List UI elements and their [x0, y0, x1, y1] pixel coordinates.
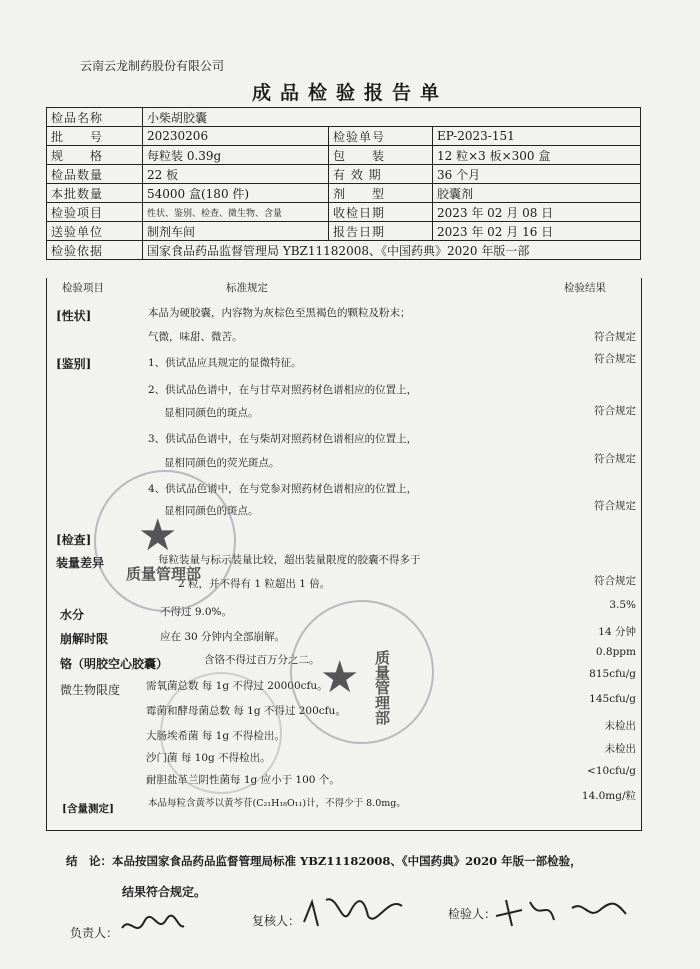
- std-text: 不得过 9.0%。: [160, 606, 233, 618]
- quality-stamp-3: [160, 672, 282, 794]
- company-name: 云南云龙制药股份有限公司: [80, 59, 225, 73]
- label-cell: 规 格: [47, 146, 143, 165]
- value-cell: EP-2023-151: [433, 127, 641, 146]
- std-text: 3、供试品色谱中，在与柴胡对照药材色谱相应的位置上，: [148, 433, 418, 445]
- stamp-star-icon: ★: [138, 510, 178, 561]
- std-text: 本品每粒含黄芩以黄芩苷(C₂₁H₁₈O₁₁)计，不得少于 8.0mg。: [148, 798, 406, 809]
- value-cell: 2023 年 02 月 08 日: [433, 203, 641, 222]
- std-text: 显相同颜色的荧光斑点。: [164, 457, 280, 469]
- std-text: 需氧菌总数 每 1g 不得过 20000cfu。: [146, 680, 328, 692]
- label-cell: 检验单号: [329, 127, 433, 146]
- value-cell: 每粒装 0.39g: [143, 146, 329, 165]
- result-text: 0.8ppm: [595, 646, 636, 658]
- table-row: [47, 241, 641, 260]
- table-row: [47, 127, 641, 146]
- std-text: 显相同颜色的斑点。: [164, 505, 259, 517]
- value-cell: 制剂车间: [143, 222, 329, 241]
- result-text: 符合规定: [594, 575, 636, 587]
- label-cell: 收检日期: [329, 203, 433, 222]
- col-header-item: 检验项目: [62, 282, 104, 294]
- result-text: 符合规定: [594, 331, 636, 343]
- std-text: 本品为硬胶囊，内容物为灰棕色至黑褐色的颗粒及粉末；: [148, 307, 411, 319]
- value-cell: 2023 年 02 月 16 日: [433, 222, 641, 241]
- conclusion-line1: 结 论：本品按国家食品药品监督管理局标准 YBZ11182008、《中国药典》2020 年版一部检验，: [66, 854, 582, 868]
- result-text: 3.5%: [609, 599, 636, 611]
- item-shuifen: 水分: [60, 608, 85, 622]
- label-cell: 本批数量: [47, 184, 143, 203]
- stamp-star-icon: ★: [320, 652, 360, 703]
- label-cell: 剂 型: [329, 184, 433, 203]
- result-text: 未检出: [604, 743, 636, 755]
- label-cell: 送验单位: [47, 222, 143, 241]
- table-row: [47, 108, 641, 127]
- signature-fuhe: [298, 892, 408, 932]
- item-zhuangliang: 装量差异: [56, 556, 105, 570]
- value-cell: 36 个月: [433, 165, 641, 184]
- label-cell: 检品名称: [47, 108, 143, 127]
- std-text: 含铬不得过百万分之二。: [204, 654, 320, 666]
- table-row: [47, 146, 641, 165]
- result-text: <10cfu/g: [587, 765, 636, 777]
- std-text: 霉菌和酵母菌总数 每 1g 不得过 200cfu。: [146, 705, 346, 717]
- std-text: 1、供试品应具规定的显微特征。: [148, 357, 302, 369]
- col-header-std: 标准规定: [226, 282, 268, 294]
- section-xingzhuang: [性状]: [56, 309, 92, 323]
- std-text: 2、供试品色谱中，在与甘草对照药材色谱相应的位置上，: [148, 384, 418, 396]
- value-cell: 胶囊剂: [433, 184, 641, 203]
- value-cell: 22 板: [143, 165, 329, 184]
- col-header-result: 检验结果: [564, 282, 606, 294]
- table-row: [47, 184, 641, 203]
- sign-fuhe-label: 复核人：: [252, 914, 301, 928]
- label-cell: 检品数量: [47, 165, 143, 184]
- label-cell: 检验项目: [47, 203, 143, 222]
- stamp-text: 质量管理部: [373, 650, 391, 725]
- std-text: 应在 30 分钟内全部崩解。: [160, 631, 286, 643]
- std-text: 气微，味甜、微苦。: [148, 331, 243, 343]
- sign-fuze-label: 负责人：: [70, 926, 119, 940]
- page-title: 成品检验报告单: [251, 82, 448, 104]
- table-row: [47, 203, 641, 222]
- std-text: 大肠埃希菌 每 1g 不得检出。: [146, 730, 285, 742]
- item-ge: 铬（明胶空心胶囊）: [60, 657, 169, 671]
- table-row: [47, 222, 641, 241]
- label-cell: 批 号: [47, 127, 143, 146]
- quality-stamp-2: [290, 600, 434, 744]
- result-text: 14.0mg/粒: [581, 790, 636, 802]
- result-text: 符合规定: [594, 353, 636, 365]
- std-text: 4、供试品色谱中，在与党参对照药材色谱相应的位置上，: [148, 483, 418, 495]
- std-text: 每粒装量与标示装量比较，超出装量限度的胶囊不得多于: [158, 554, 421, 566]
- signature-jianyan: [492, 892, 632, 932]
- section-jiancha: [检查]: [56, 533, 92, 547]
- result-text: 未检出: [604, 720, 636, 732]
- label-cell: 报告日期: [329, 222, 433, 241]
- stamp-text: 质量管理部: [126, 565, 202, 583]
- std-text: 沙门菌 每 10g 不得检出。: [146, 752, 271, 764]
- label-cell: 有 效 期: [329, 165, 433, 184]
- result-text: 145cfu/g: [589, 693, 636, 705]
- value-cell: 20230206: [143, 127, 329, 146]
- value-cell: 12 粒×3 板×300 盒: [433, 146, 641, 165]
- result-text: 815cfu/g: [589, 668, 636, 680]
- value-cell: 54000 盒(180 件): [143, 184, 329, 203]
- section-hanliang: [含量测定]: [62, 803, 114, 815]
- std-text: 显相同颜色的斑点。: [164, 407, 259, 419]
- value-cell: 小柴胡胶囊: [143, 108, 641, 127]
- section-jianbie: [鉴别]: [56, 357, 92, 371]
- sign-jianyan-label: 检验人：: [448, 907, 497, 921]
- result-text: 14 分钟: [598, 626, 636, 638]
- item-benjie: 崩解时限: [60, 632, 109, 646]
- signature-fuze: [118, 908, 188, 944]
- table-row: [47, 165, 641, 184]
- result-text: 符合规定: [594, 453, 636, 465]
- result-text: 符合规定: [594, 405, 636, 417]
- label-cell: 包 装: [329, 146, 433, 165]
- value-cell: 国家食品药品监督管理局 YBZ11182008、《中国药典》2020 年版一部: [143, 241, 641, 260]
- conclusion-line2: 结果符合规定。: [122, 885, 207, 899]
- std-text: 耐胆盐革兰阴性菌每 1g 应小于 100 个。: [146, 774, 340, 786]
- std-text: 2 粒，并不得有 1 粒超出 1 倍。: [178, 578, 331, 590]
- label-cell: 检验依据: [47, 241, 143, 260]
- value-cell: 性状、鉴别、检查、微生物、含量: [143, 203, 329, 222]
- result-text: 符合规定: [594, 500, 636, 512]
- header-table: [46, 107, 641, 260]
- item-micro: 微生物限度: [60, 683, 121, 697]
